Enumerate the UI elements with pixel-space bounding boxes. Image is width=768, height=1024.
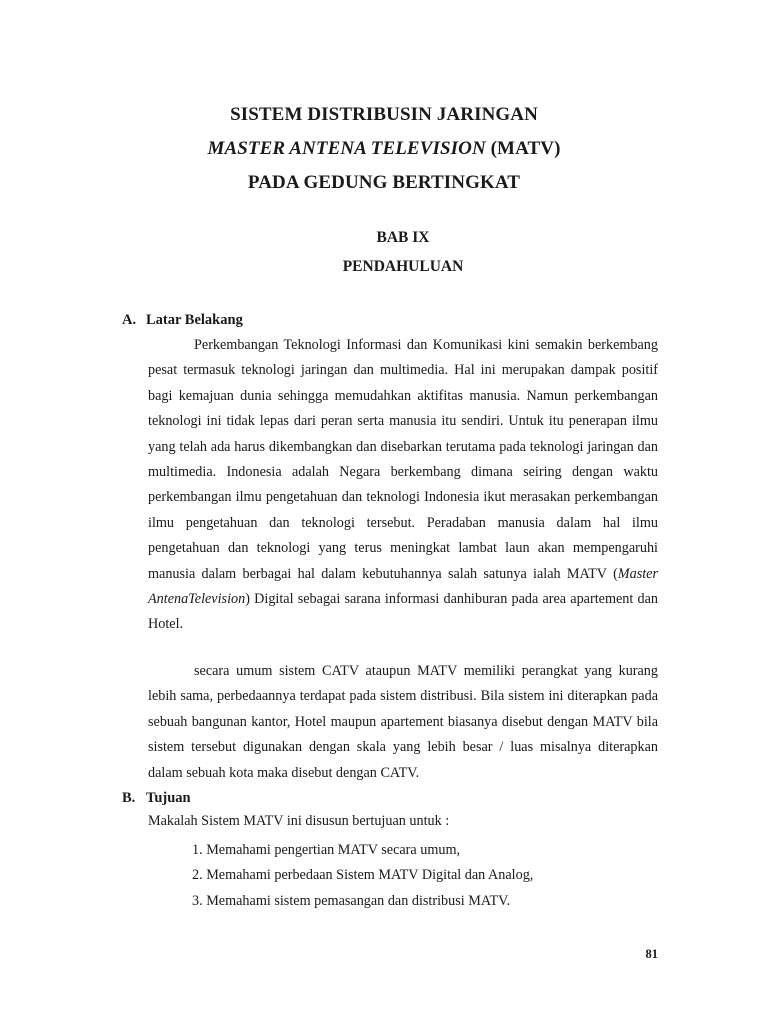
list-item: 1. Memahami pengertian MATV secara umum, (192, 842, 461, 858)
paragraph-latar-belakang-1 (148, 333, 658, 638)
section-b-title: Tujuan (146, 790, 191, 806)
page-number: 81 (645, 947, 658, 961)
section-b-heading (122, 790, 191, 807)
tujuan-list (192, 838, 533, 914)
section-a-title: Latar Belakang (146, 312, 243, 328)
chapter-number: BAB IX (376, 229, 430, 246)
document-title-line-1 (0, 104, 768, 126)
document-title-line-3 (0, 172, 768, 194)
chapter-name: PENDAHULUAN (342, 258, 464, 275)
title-text-1: SISTEM DISTRIBUSIN JARINGAN (230, 104, 538, 125)
title-text-2-rest: (MATV) (485, 138, 561, 159)
list-item: 2. Memahami perbedaan Sistem MATV Digital dan Analog, (192, 867, 534, 884)
document-title-line-2 (0, 138, 768, 160)
paragraph-1-post: ) Digital sebagai sarana informasi danhiburan pada area apartement dan Hotel. (148, 591, 658, 633)
paragraph-2-text: secara umum sistem CATV ataupun MATV memiliki perangkat yang kurang lebih sama, perbedaannya terdapat pada sistem distribusi. Bila sistem ini diterapkan pada sebuah bangunan kantor, Hotel maupun apartement biasanya disebut dengan MATV bila sistem tersebut digunakan dengan skala yang lebih besar / luas misalnya diterapkan dalam sebuah kota maka disebut dengan CATV. (148, 663, 658, 781)
title-text-3: PADA GEDUNG BERTINGKAT (247, 172, 521, 193)
paragraph-1-italic: Master AntenaTelevision (148, 565, 658, 608)
list-item: 3. Memahami sistem pemasangan dan distribusi MATV. (192, 892, 511, 909)
section-b-marker: B. (122, 790, 136, 806)
title-text-2-italic: MASTER ANTENA TELEVISION (207, 138, 486, 159)
tujuan-intro: Makalah Sistem MATV ini disusun bertujuan untuk : (148, 813, 450, 829)
section-a-marker: A. (122, 312, 137, 328)
paragraph-latar-belakang-2 (148, 659, 658, 786)
paragraph-1-pre: Perkembangan Teknologi Informasi dan Komunikasi kini semakin berkembang pesat termasuk teknologi jaringan dan multimedia. Hal ini merupakan dampak positif bagi kemajuan dunia sehingga memudahkan aktifitas manusia. Namun perkembangan teknologi ini tidak lepas dari peran serta manusia itu sendiri. Untuk itu penerapan ilmu yang telah ada harus dikembangkan dan disebarkan terutama pada teknologi jaringan dan multimedia. Indonesia adalah Negara berkembang dimana seiring dengan waktu perkembangan ilmu pengetahuan dan teknologi Indonesia ikut merasakan perkembangan ilmu pengetahuan dan teknologi tersebut. Peradaban manusia dalam hal ilmu pengetahuan dan teknologi yang terus meningkat lambat laun akan mempengaruhi manusia dalam berbagai hal dalam kebutuhannya salah satunya ialah MATV ( (148, 337, 658, 582)
section-a-heading (122, 312, 243, 329)
